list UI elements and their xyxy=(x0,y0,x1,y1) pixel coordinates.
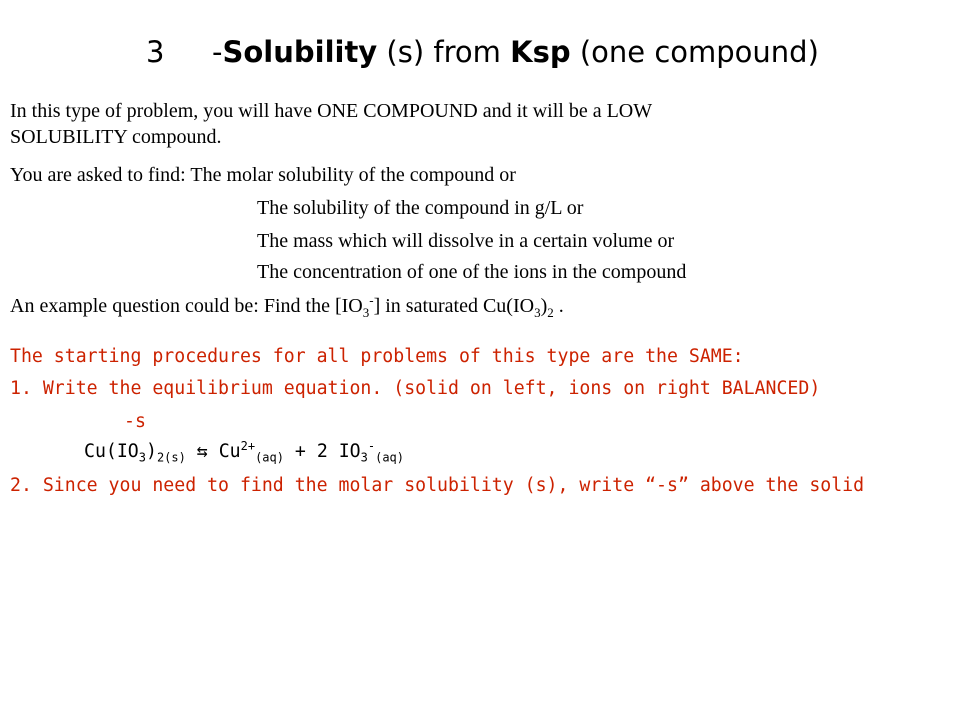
example-sup-1: - xyxy=(369,292,374,308)
eq-reactant-sub: 3 xyxy=(138,450,146,465)
equilibrium-arrow-icon: ⇆ xyxy=(185,441,219,462)
minus-s-label: -s xyxy=(124,411,146,432)
example-close: ) xyxy=(540,295,548,317)
step-1: 1. Write the equilibrium equation. (solid on left, ions on right BALANCED) xyxy=(10,378,821,399)
title-suffix: (one compound) xyxy=(570,35,819,69)
step-2: 2. Since you need to find the molar solubility (s), write “-s” above the solid xyxy=(10,475,865,496)
intro-line-3: You are asked to find: The molar solubility of the compound or xyxy=(10,164,516,186)
title-prefix: - xyxy=(212,35,223,69)
eq-anion: + 2 IO xyxy=(283,441,361,462)
example-sub-2: 3 xyxy=(534,305,541,320)
intro-line-2: SOLUBILITY compound. xyxy=(10,126,222,148)
intro-line-5: The mass which will dissolve in a certain volume or xyxy=(257,230,675,252)
eq-reactant-close: ) xyxy=(145,441,157,462)
title-bold-solubility: Solubility xyxy=(222,35,378,69)
example-question xyxy=(10,294,564,318)
example-sub-1: 3 xyxy=(362,305,370,320)
eq-cation-charge: 2+ xyxy=(240,438,256,453)
intro-line-6: The concentration of one of the ions in the compound xyxy=(257,261,687,283)
title-text xyxy=(212,30,819,74)
eq-cation-state: (aq) xyxy=(255,450,284,465)
eq-reactant: Cu(IO xyxy=(84,441,139,462)
title-mid: (s) from xyxy=(377,35,511,69)
intro-line-4: The solubility of the compound in g/L or xyxy=(257,197,584,219)
intro-line-1: In this type of problem, you will have ONE COMPOUND and it will be a LOW xyxy=(10,100,653,122)
title-number: 3 xyxy=(146,35,165,69)
equilibrium-equation xyxy=(84,440,404,464)
example-end: . xyxy=(553,295,564,317)
title-bold-ksp: Ksp xyxy=(510,35,571,69)
eq-anion-sub: 3 xyxy=(360,450,368,465)
steps-heading: The starting procedures for all problems of this type are the SAME: xyxy=(10,346,744,367)
example-pre: An example question could be: Find the [IO xyxy=(10,295,363,317)
eq-anion-state: (aq) xyxy=(375,450,404,465)
example-sub-3: 2 xyxy=(547,305,554,320)
eq-reactant-state: 2(s) xyxy=(156,450,186,465)
example-mid: ] in saturated Cu(IO xyxy=(373,295,535,317)
eq-cation: Cu xyxy=(218,441,241,462)
eq-anion-charge: - xyxy=(367,438,376,453)
